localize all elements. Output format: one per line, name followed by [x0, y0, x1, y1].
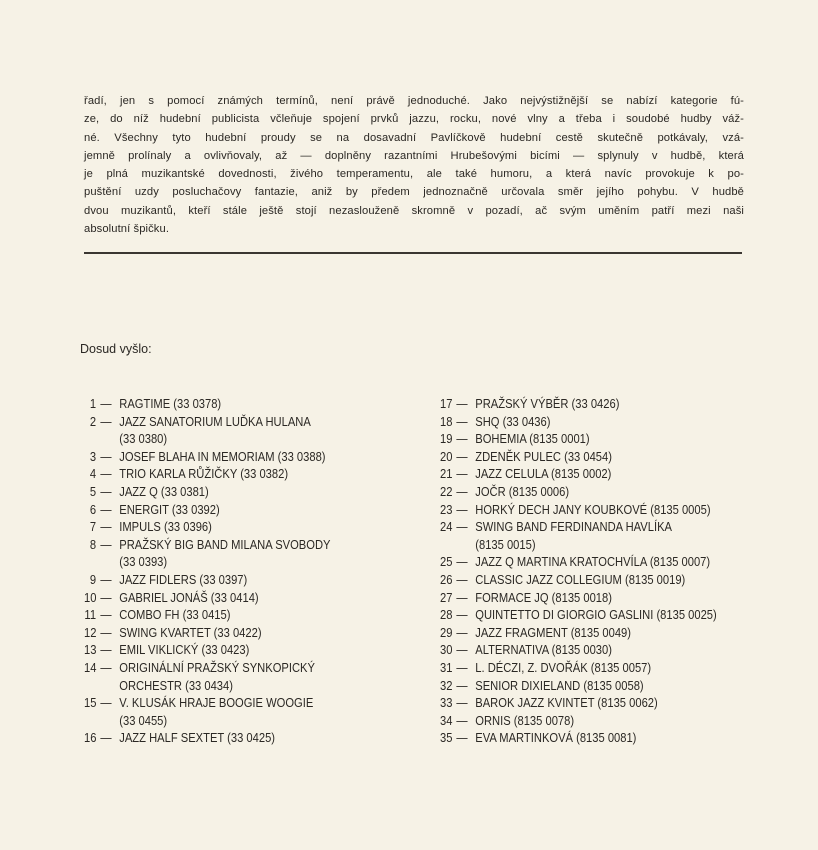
- release-title: IMPULS (33 0396): [119, 519, 212, 535]
- release-title: JAZZ FIDLERS (33 0397): [119, 571, 248, 587]
- release-number: 18: [440, 413, 453, 429]
- release-list-right: [440, 395, 717, 747]
- release-title: FORMACE JQ (8135 0018): [475, 589, 612, 605]
- release-title: EMIL VIKLICKÝ (33 0423): [119, 642, 250, 658]
- release-number: 2: [89, 413, 97, 429]
- release-number: 25: [440, 554, 453, 570]
- release-number: 34: [440, 712, 453, 728]
- release-number: 1: [89, 396, 97, 411]
- release-number: 20: [440, 448, 453, 464]
- release-title: JAZZ CELULA (8135 0002): [475, 466, 612, 482]
- dash-separator: —: [456, 659, 468, 675]
- dash-separator: —: [456, 589, 468, 605]
- release-title: BOHEMIA (8135 0001): [475, 431, 590, 447]
- release-title: JAZZ HALF SEXTET (33 0425): [119, 730, 276, 746]
- release-title: HORKÝ DECH JANY KOUBKOVÉ (8135 0005): [475, 501, 711, 517]
- release-list-item: [440, 624, 717, 642]
- dash-separator: —: [456, 431, 468, 447]
- release-list-item: [84, 448, 330, 466]
- release-number: 27: [440, 589, 453, 605]
- release-list-item: [440, 641, 717, 659]
- release-number: 11: [84, 607, 97, 623]
- release-number: 17: [440, 396, 453, 411]
- release-list-item: [84, 395, 330, 413]
- release-number: 22: [440, 483, 453, 499]
- release-number: 6: [89, 501, 97, 517]
- release-title: ENERGIT (33 0392): [119, 501, 220, 517]
- release-number: 3: [89, 448, 97, 464]
- release-list-item: [440, 606, 717, 624]
- release-title: JAZZ Q (33 0381): [119, 483, 209, 499]
- release-title: COMBO FH (33 0415): [119, 607, 231, 623]
- release-list-item: [84, 501, 330, 519]
- dash-separator: —: [100, 396, 112, 411]
- release-title: ORNIS (8135 0078): [475, 712, 575, 728]
- release-list-left: [84, 395, 330, 747]
- release-list-item: [84, 413, 330, 448]
- release-number: 7: [89, 519, 97, 535]
- dash-separator: —: [456, 396, 468, 411]
- release-title: TRIO KARLA RŮŽIČKY (33 0382): [119, 466, 289, 482]
- dash-separator: —: [456, 448, 468, 464]
- paragraph-line: je plná muzikantské dovednosti, živého temperamentu, ale také humoru, a která navíc provokuje k po-: [84, 168, 744, 181]
- dash-separator: —: [100, 624, 112, 640]
- dash-separator: —: [456, 483, 468, 499]
- dash-separator: —: [456, 677, 468, 693]
- dash-separator: —: [456, 466, 468, 482]
- dash-separator: —: [100, 607, 112, 623]
- release-list-item: [440, 413, 717, 431]
- release-number: 12: [84, 624, 97, 640]
- release-title: V. KLUSÁK HRAJE BOOGIE WOOGIE: [119, 695, 314, 711]
- release-list-item: [84, 641, 330, 659]
- release-list-item: [440, 571, 717, 589]
- dash-separator: —: [456, 501, 468, 517]
- release-number: 4: [89, 466, 97, 482]
- release-title-continuation: (33 0380): [119, 431, 168, 447]
- release-title: ZDENĚK PULEC (33 0454): [475, 448, 612, 464]
- release-title: JAZZ SANATORIUM LUĎKA HULANA: [119, 413, 311, 429]
- body-paragraph: [84, 92, 744, 238]
- dash-separator: —: [100, 413, 112, 429]
- release-title: PRAŽSKÝ VÝBĚR (33 0426): [475, 396, 620, 411]
- dash-separator: —: [100, 659, 112, 675]
- release-list-item: [440, 501, 717, 519]
- release-title: SENIOR DIXIELAND (8135 0058): [475, 677, 644, 693]
- horizontal-divider: [84, 252, 742, 254]
- release-list-item: [440, 589, 717, 607]
- release-number: 9: [89, 571, 97, 587]
- dash-separator: —: [456, 624, 468, 640]
- release-list-item: [440, 518, 717, 553]
- release-number: 15: [84, 695, 97, 711]
- release-list-item: [84, 536, 330, 571]
- release-title-continuation: (33 0455): [119, 712, 168, 728]
- release-list-item: [440, 430, 717, 448]
- release-number: 30: [440, 642, 453, 658]
- paragraph-line: dvou muzikantů, kteří stále ještě stojí nezaslouženě skromně v pozadí, ač svým uměním patří mezi naši: [84, 204, 744, 217]
- release-number: 33: [440, 695, 453, 711]
- release-number: 16: [84, 730, 97, 746]
- release-title-continuation: (8135 0015): [475, 536, 536, 552]
- dash-separator: —: [100, 466, 112, 482]
- release-title: RAGTIME (33 0378): [119, 396, 222, 411]
- release-list-item: [440, 395, 717, 413]
- release-title: JOČR (8135 0006): [475, 483, 570, 499]
- dash-separator: —: [456, 712, 468, 728]
- release-number: 31: [440, 659, 453, 675]
- paragraph-line: né. Všechny tyto hudební proudy se na dosavadní Pavlíčkově hudební cestě skutečně potkávaly, vzá-: [84, 131, 744, 144]
- release-list-item: [440, 712, 717, 730]
- release-number: 29: [440, 624, 453, 640]
- release-list-item: [84, 606, 330, 624]
- release-number: 24: [440, 519, 453, 535]
- dash-separator: —: [100, 501, 112, 517]
- release-title: SWING KVARTET (33 0422): [119, 624, 262, 640]
- release-list-item: [440, 729, 717, 747]
- release-number: 35: [440, 730, 453, 746]
- release-number: 28: [440, 607, 453, 623]
- list-heading: Dosud vyšlo:: [80, 342, 152, 356]
- release-list-item: [440, 659, 717, 677]
- dash-separator: —: [100, 642, 112, 658]
- release-title: SWING BAND FERDINANDA HAVLÍKA: [475, 519, 672, 535]
- release-title: JAZZ Q MARTINA KRATOCHVÍLA (8135 0007): [475, 554, 711, 570]
- release-list-item: [440, 483, 717, 501]
- dash-separator: —: [100, 571, 112, 587]
- dash-separator: —: [456, 607, 468, 623]
- release-title: EVA MARTINKOVÁ (8135 0081): [475, 730, 637, 746]
- dash-separator: —: [100, 589, 112, 605]
- release-list-item: [84, 465, 330, 483]
- dash-separator: —: [100, 536, 112, 552]
- dash-separator: —: [456, 571, 468, 587]
- release-title: GABRIEL JONÁŠ (33 0414): [119, 589, 259, 605]
- release-list-item: [440, 465, 717, 483]
- release-list-item: [84, 729, 330, 747]
- release-number: 23: [440, 501, 453, 517]
- release-title: ORIGINÁLNÍ PRAŽSKÝ SYNKOPICKÝ: [119, 659, 315, 675]
- release-number: 21: [440, 466, 453, 482]
- paragraph-line: absolutní špičku.: [84, 223, 170, 236]
- release-list-item: [84, 659, 330, 694]
- paragraph-line: ze, do níž hudební publicista včleňuje spojení prvků jazzu, rocku, nové vlny a třeba i soudobé hudby váž-: [84, 113, 744, 126]
- dash-separator: —: [456, 695, 468, 711]
- release-number: 14: [84, 659, 97, 675]
- release-list-item: [440, 694, 717, 712]
- paragraph-line: jemně prolínaly a ovlivňovaly, až — doplněny razantními Hrubešovými bicími — splynuly v hudbě, která: [84, 149, 744, 162]
- release-title: BAROK JAZZ KVINTET (8135 0062): [475, 695, 658, 711]
- release-title-continuation: (33 0393): [119, 554, 168, 570]
- release-list-item: [440, 448, 717, 466]
- release-title: SHQ (33 0436): [475, 413, 551, 429]
- paragraph-line: puštění uzdy posluchačovy fantazie, aniž by předem jednoznačně určovala směr jejího pohybu. V hudbě: [84, 186, 744, 199]
- release-title: CLASSIC JAZZ COLLEGIUM (8135 0019): [475, 571, 686, 587]
- release-title: JAZZ FRAGMENT (8135 0049): [475, 624, 632, 640]
- release-list-item: [84, 571, 330, 589]
- release-title-continuation: ORCHESTR (33 0434): [119, 677, 233, 693]
- release-list-item: [84, 518, 330, 536]
- dash-separator: —: [100, 695, 112, 711]
- release-title: QUINTETTO DI GIORGIO GASLINI (8135 0025): [475, 607, 717, 623]
- dash-separator: —: [456, 642, 468, 658]
- paragraph-line: řadí, jen s pomocí známých termínů, není právě jednoduché. Jako nejvýstižnější se nabízí kategorie fú-: [84, 95, 744, 107]
- release-title: PRAŽSKÝ BIG BAND MILANA SVOBODY: [119, 536, 331, 552]
- release-list-item: [440, 677, 717, 695]
- release-number: 32: [440, 677, 453, 693]
- dash-separator: —: [100, 448, 112, 464]
- release-title: JOSEF BLAHA IN MEMORIAM (33 0388): [119, 448, 326, 464]
- dash-separator: —: [456, 413, 468, 429]
- dash-separator: —: [456, 554, 468, 570]
- release-list-item: [440, 553, 717, 571]
- dash-separator: —: [100, 730, 112, 746]
- release-title: L. DÉCZI, Z. DVOŘÁK (8135 0057): [475, 659, 652, 675]
- release-number: 10: [84, 589, 97, 605]
- dash-separator: —: [100, 483, 112, 499]
- release-list-item: [84, 694, 330, 729]
- release-list-item: [84, 589, 330, 607]
- release-number: 19: [440, 431, 453, 447]
- release-number: 13: [84, 642, 97, 658]
- release-number: 26: [440, 571, 453, 587]
- release-number: 8: [89, 536, 97, 552]
- release-list-item: [84, 624, 330, 642]
- dash-separator: —: [456, 730, 468, 746]
- dash-separator: —: [100, 519, 112, 535]
- release-list-item: [84, 483, 330, 501]
- release-number: 5: [89, 483, 97, 499]
- dash-separator: —: [456, 519, 468, 535]
- release-title: ALTERNATIVA (8135 0030): [475, 642, 612, 658]
